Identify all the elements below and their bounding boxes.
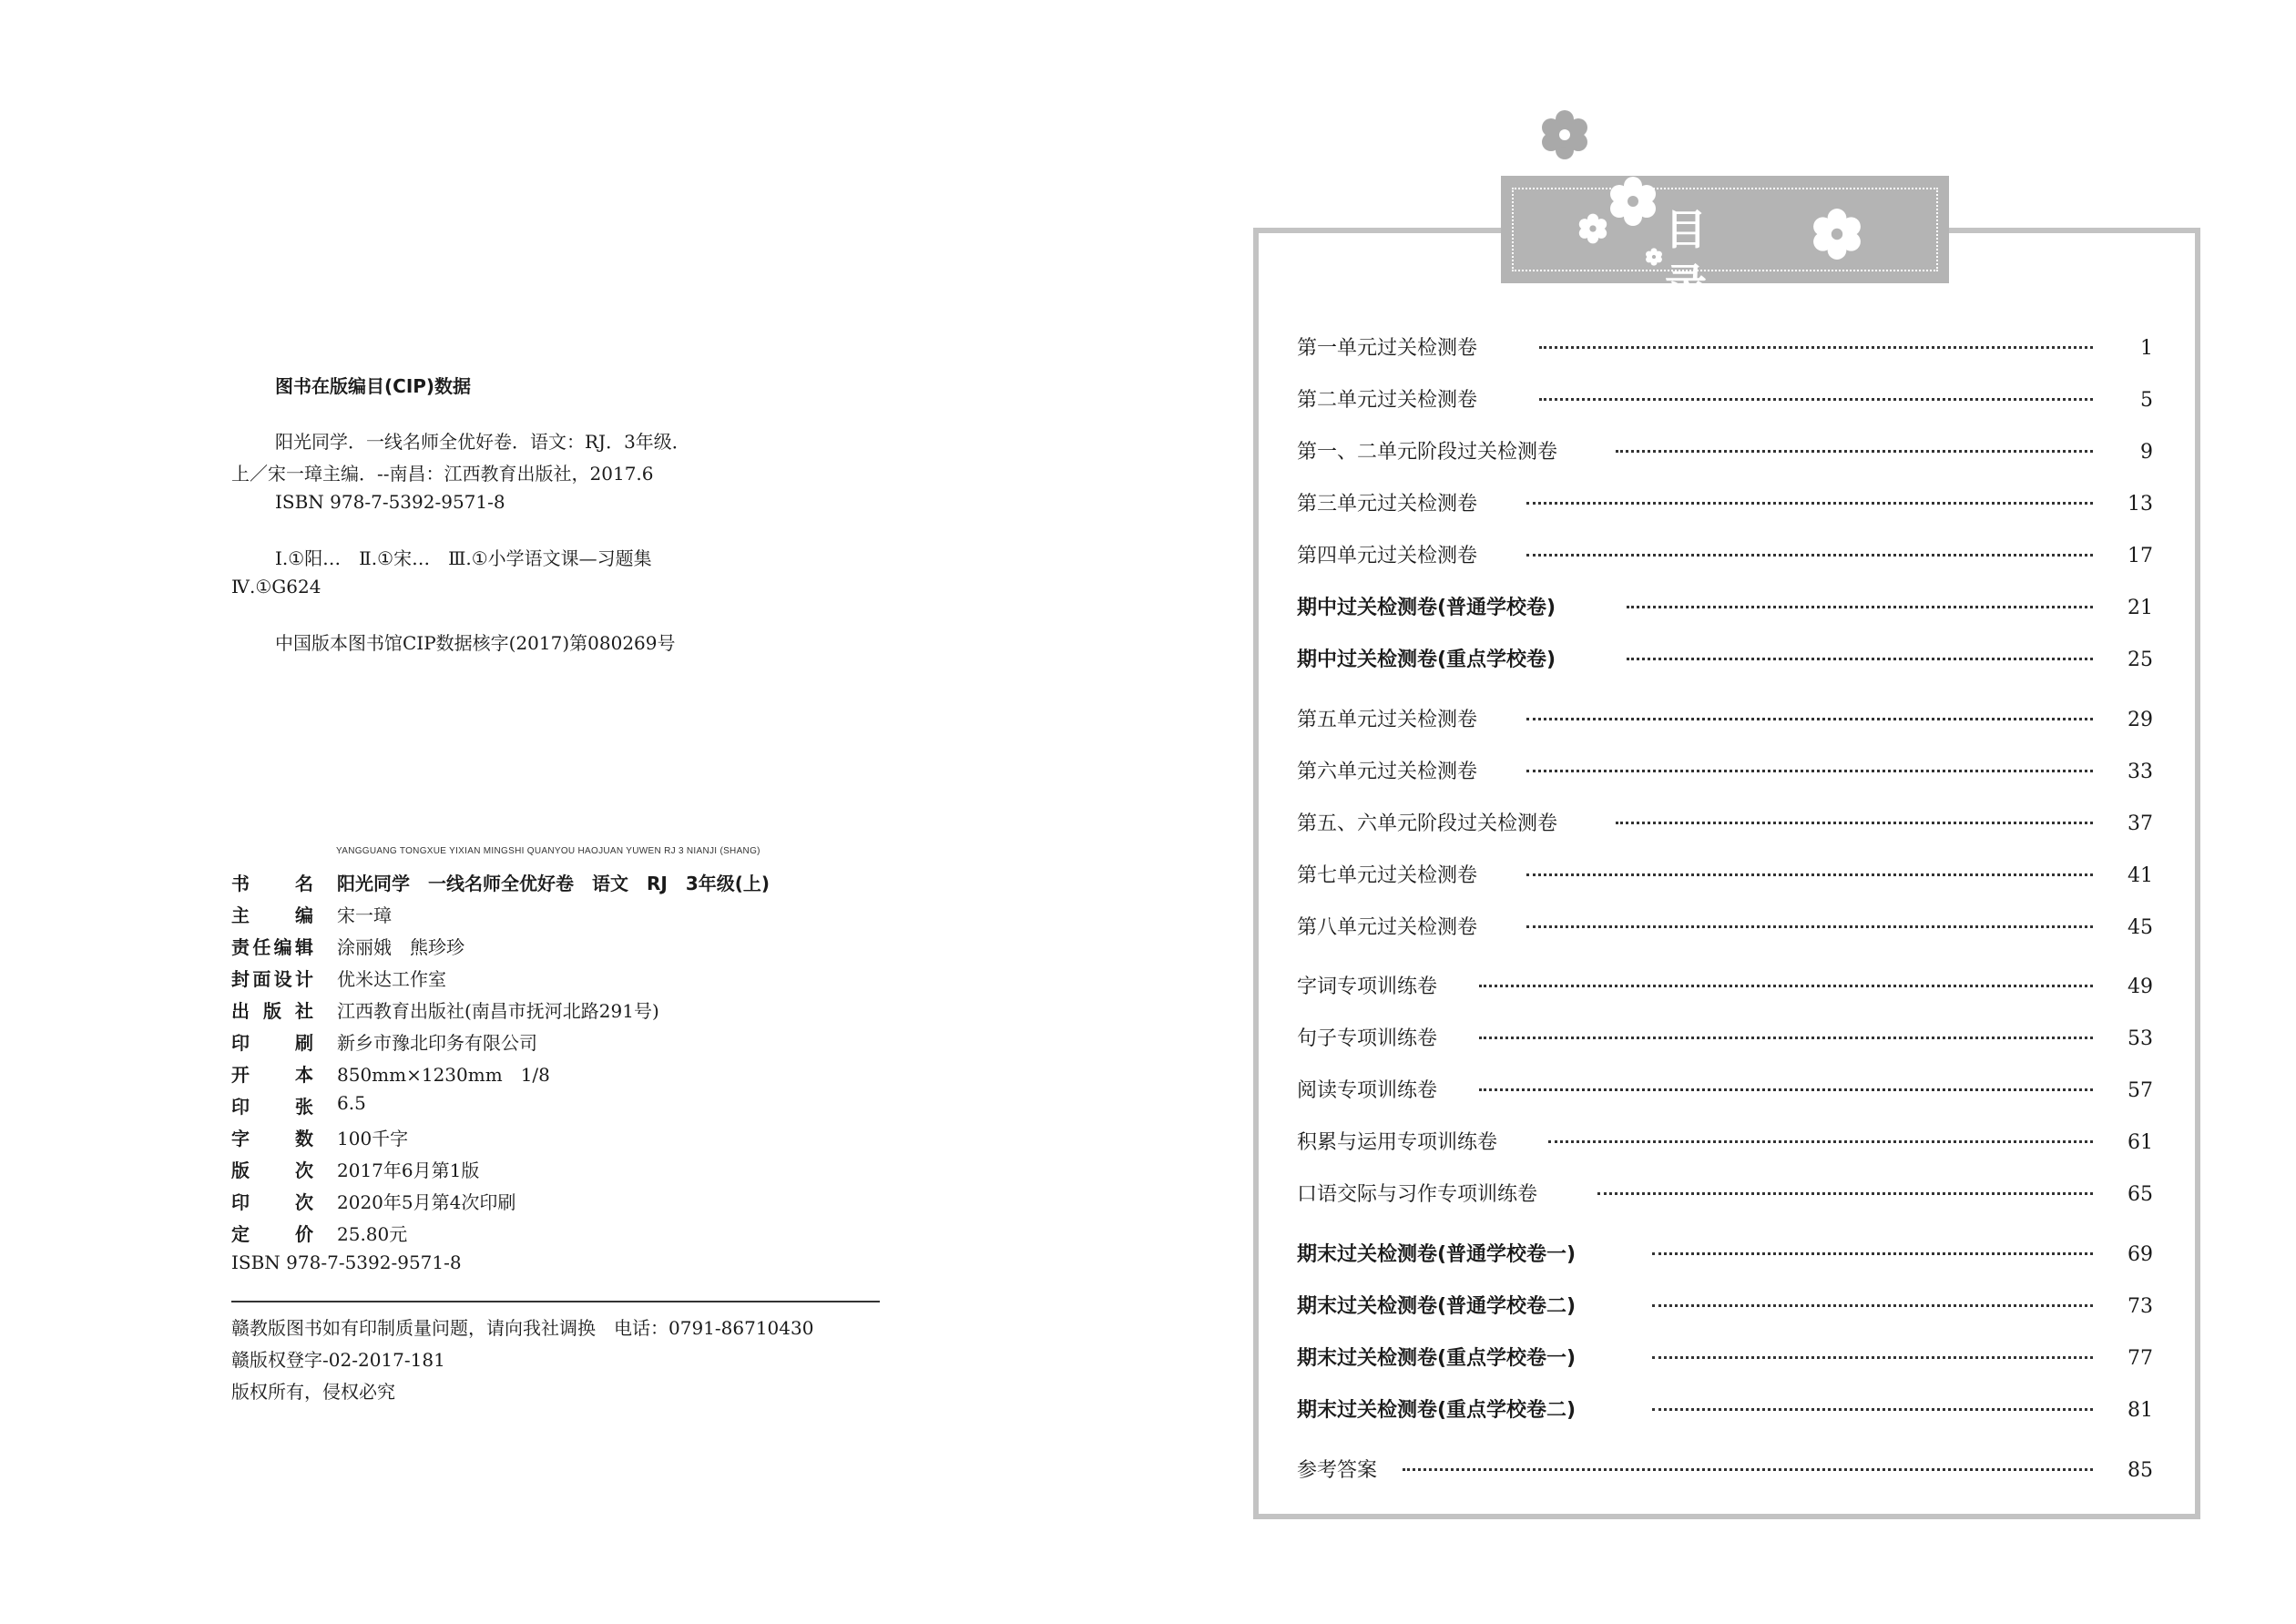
- cip-line: Ⅰ.①阳… Ⅱ.①宋… Ⅲ.①小学语文课—习题集: [275, 547, 652, 569]
- info-label: 字数: [231, 1128, 313, 1149]
- toc-entry-page: 57: [2128, 1079, 2153, 1102]
- info-label: 责任编辑: [231, 936, 313, 958]
- toc-entry-label: 期末过关检测卷(重点学校卷一): [1297, 1347, 1577, 1370]
- divider: [231, 1301, 880, 1302]
- leader-dots: [1526, 502, 2093, 505]
- toc-entry[interactable]: [1297, 757, 2153, 788]
- footer-line: 赣版权登字-02-2017-181: [231, 1349, 445, 1371]
- footer-line: 版权所有，侵权必究: [231, 1381, 395, 1403]
- cip-line: 阳光同学．一线名师全优好卷．语文：RJ．3年级．: [275, 431, 690, 453]
- toc-entry-page: 45: [2128, 916, 2153, 939]
- leader-dots: [1479, 1037, 2093, 1039]
- toc-entry-page: 21: [2128, 597, 2153, 619]
- toc-entry-page: 65: [2128, 1183, 2153, 1206]
- toc-entry[interactable]: [1297, 437, 2153, 468]
- toc-entry[interactable]: [1297, 541, 2153, 572]
- cip-line: Ⅳ.①G624: [231, 576, 321, 598]
- toc-entry-page: 49: [2128, 975, 2153, 998]
- leader-dots: [1526, 718, 2093, 720]
- leader-dots: [1479, 985, 2093, 987]
- flower-icon: [1607, 176, 1658, 227]
- toc-entry-label: 期末过关检测卷(重点学校卷二): [1297, 1399, 1577, 1422]
- info-value: 2020年5月第4次印刷: [337, 1191, 516, 1213]
- leader-dots: [1597, 1192, 2093, 1195]
- toc-entry-label: 第一单元过关检测卷: [1297, 337, 1478, 360]
- cip-title: 图书在版编目(CIP)数据: [275, 375, 472, 397]
- info-value: 6.5: [337, 1092, 366, 1114]
- toc-entry-page: 81: [2128, 1399, 2153, 1422]
- leader-dots: [1526, 873, 2093, 876]
- leader-dots: [1479, 1088, 2093, 1091]
- pinyin-title: YANGGUANG TONGXUE YIXIAN MINGSHI QUANYOU HAOJUAN YUWEN RJ 3 NIANJI (SHANG): [336, 846, 760, 856]
- info-value: 850mm×1230mm 1/8: [337, 1064, 550, 1086]
- toc-entry-label: 参考答案: [1297, 1459, 1378, 1482]
- toc-entry-label: 句子专项训练卷: [1297, 1027, 1438, 1050]
- leader-dots: [1403, 1468, 2093, 1471]
- toc-entry[interactable]: [1297, 333, 2153, 364]
- cip-isbn: ISBN 978-7-5392-9571-8: [275, 491, 505, 513]
- leader-dots: [1652, 1252, 2093, 1255]
- toc-entry-page: 5: [2140, 389, 2153, 412]
- info-value: 25.80元: [337, 1223, 408, 1245]
- toc-entry-label: 第二单元过关检测卷: [1297, 389, 1478, 412]
- info-value: 2017年6月第1版: [337, 1159, 480, 1181]
- leader-dots: [1627, 606, 2093, 608]
- flower-icon: [1645, 248, 1663, 266]
- info-label: 出版社: [231, 1000, 313, 1022]
- info-value: 新乡市豫北印务有限公司: [337, 1032, 537, 1054]
- leader-dots: [1616, 450, 2093, 453]
- toc-entry-page: 69: [2128, 1243, 2153, 1266]
- toc-title: 目录: [1665, 205, 1752, 309]
- toc-entry-label: 积累与运用专项训练卷: [1297, 1131, 1498, 1154]
- info-value: 宋一璋: [337, 904, 392, 926]
- toc-entry-page: 61: [2128, 1131, 2153, 1154]
- toc-entry-label: 口语交际与习作专项训练卷: [1297, 1183, 1538, 1206]
- info-label: 印刷: [231, 1032, 313, 1054]
- toc-entry-label: 第五、六单元阶段过关检测卷: [1297, 812, 1558, 835]
- info-label: 版次: [231, 1159, 313, 1181]
- toc-entry-page: 77: [2128, 1347, 2153, 1370]
- toc-entry[interactable]: [1297, 1343, 2153, 1374]
- toc-entry[interactable]: [1297, 645, 2153, 676]
- leader-dots: [1652, 1356, 2093, 1359]
- info-value: 100千字: [337, 1128, 409, 1149]
- info-value: 阳光同学 一线名师全优好卷 语文 RJ 3年级(上): [337, 873, 770, 894]
- toc-entry[interactable]: [1297, 809, 2153, 840]
- info-value: 优米达工作室: [337, 968, 446, 990]
- toc-entry[interactable]: [1297, 1240, 2153, 1271]
- toc-entry-label: 第六单元过关检测卷: [1297, 761, 1478, 783]
- toc-entry[interactable]: [1297, 913, 2153, 944]
- leader-dots: [1526, 770, 2093, 772]
- toc-entry[interactable]: [1297, 1292, 2153, 1323]
- toc-entry-page: 25: [2128, 649, 2153, 671]
- leader-dots: [1539, 346, 2093, 349]
- toc-entry[interactable]: [1297, 593, 2153, 624]
- toc-entry-page: 41: [2128, 864, 2153, 887]
- toc-entry-label: 期中过关检测卷(普通学校卷): [1297, 597, 1556, 619]
- toc-entry-label: 第一、二单元阶段过关检测卷: [1297, 441, 1558, 464]
- info-label: 印次: [231, 1191, 313, 1213]
- cip-line: 中国版本图书馆CIP数据核字(2017)第080269号: [275, 632, 676, 654]
- toc-entry[interactable]: [1297, 1455, 2153, 1486]
- info-value: 江西教育出版社(南昌市抚河北路291号): [337, 1000, 659, 1022]
- flower-icon: [1577, 213, 1608, 244]
- flower-icon: [1811, 208, 1863, 260]
- toc-entry-label: 期末过关检测卷(普通学校卷一): [1297, 1243, 1577, 1266]
- flower-icon: [1539, 109, 1590, 160]
- footer-line: 赣教版图书如有印制质量问题，请向我社调换 电话：0791-86710430: [231, 1317, 814, 1339]
- leader-dots: [1526, 554, 2093, 557]
- toc-entry[interactable]: [1297, 1180, 2153, 1210]
- leader-dots: [1616, 822, 2093, 824]
- toc-entry[interactable]: [1297, 1024, 2153, 1055]
- toc-entry-page: 37: [2128, 812, 2153, 835]
- toc-entry[interactable]: [1297, 385, 2153, 416]
- toc-entry[interactable]: [1297, 972, 2153, 1003]
- toc-entry-page: 9: [2140, 441, 2153, 464]
- leader-dots: [1652, 1304, 2093, 1307]
- leader-dots: [1539, 398, 2093, 401]
- toc-entry-label: 期末过关检测卷(普通学校卷二): [1297, 1295, 1577, 1318]
- toc-entry[interactable]: [1297, 1128, 2153, 1159]
- leader-dots: [1548, 1140, 2093, 1143]
- toc-entry-label: 第四单元过关检测卷: [1297, 545, 1478, 567]
- toc-entry-page: 29: [2128, 709, 2153, 731]
- toc-entry-label: 第八单元过关检测卷: [1297, 916, 1478, 939]
- toc-entry-page: 85: [2128, 1459, 2153, 1482]
- info-label: 印张: [231, 1096, 313, 1118]
- toc-entry-label: 第五单元过关检测卷: [1297, 709, 1478, 731]
- toc-entry-label: 阅读专项训练卷: [1297, 1079, 1438, 1102]
- info-label: 开本: [231, 1064, 313, 1086]
- toc-entry[interactable]: [1297, 705, 2153, 736]
- toc-entry[interactable]: [1297, 489, 2153, 520]
- toc-entry[interactable]: [1297, 1076, 2153, 1107]
- info-label: 封面设计: [231, 968, 313, 990]
- book-isbn: ISBN 978-7-5392-9571-8: [231, 1251, 462, 1273]
- toc-entry-label: 第七单元过关检测卷: [1297, 864, 1478, 887]
- toc-entry-page: 13: [2128, 493, 2153, 516]
- toc-entry[interactable]: [1297, 1395, 2153, 1426]
- info-value: 涂丽娥 熊珍珍: [337, 936, 464, 958]
- toc-entry-label: 期中过关检测卷(重点学校卷): [1297, 649, 1556, 671]
- leader-dots: [1652, 1408, 2093, 1411]
- toc-entry-page: 53: [2128, 1027, 2153, 1050]
- toc-entry-page: 33: [2128, 761, 2153, 783]
- info-label: 主编: [231, 904, 313, 926]
- toc-entry-page: 1: [2140, 337, 2153, 360]
- info-label: 书名: [231, 873, 313, 894]
- toc-entry-label: 字词专项训练卷: [1297, 975, 1438, 998]
- toc-entry-label: 第三单元过关检测卷: [1297, 493, 1478, 516]
- cip-line: 上／宋一璋主编．--南昌：江西教育出版社，2017.6: [231, 463, 654, 485]
- toc-entry[interactable]: [1297, 861, 2153, 892]
- toc-entry-page: 17: [2128, 545, 2153, 567]
- toc-entry-page: 73: [2128, 1295, 2153, 1318]
- info-label: 定价: [231, 1223, 313, 1245]
- leader-dots: [1627, 658, 2093, 660]
- leader-dots: [1526, 925, 2093, 928]
